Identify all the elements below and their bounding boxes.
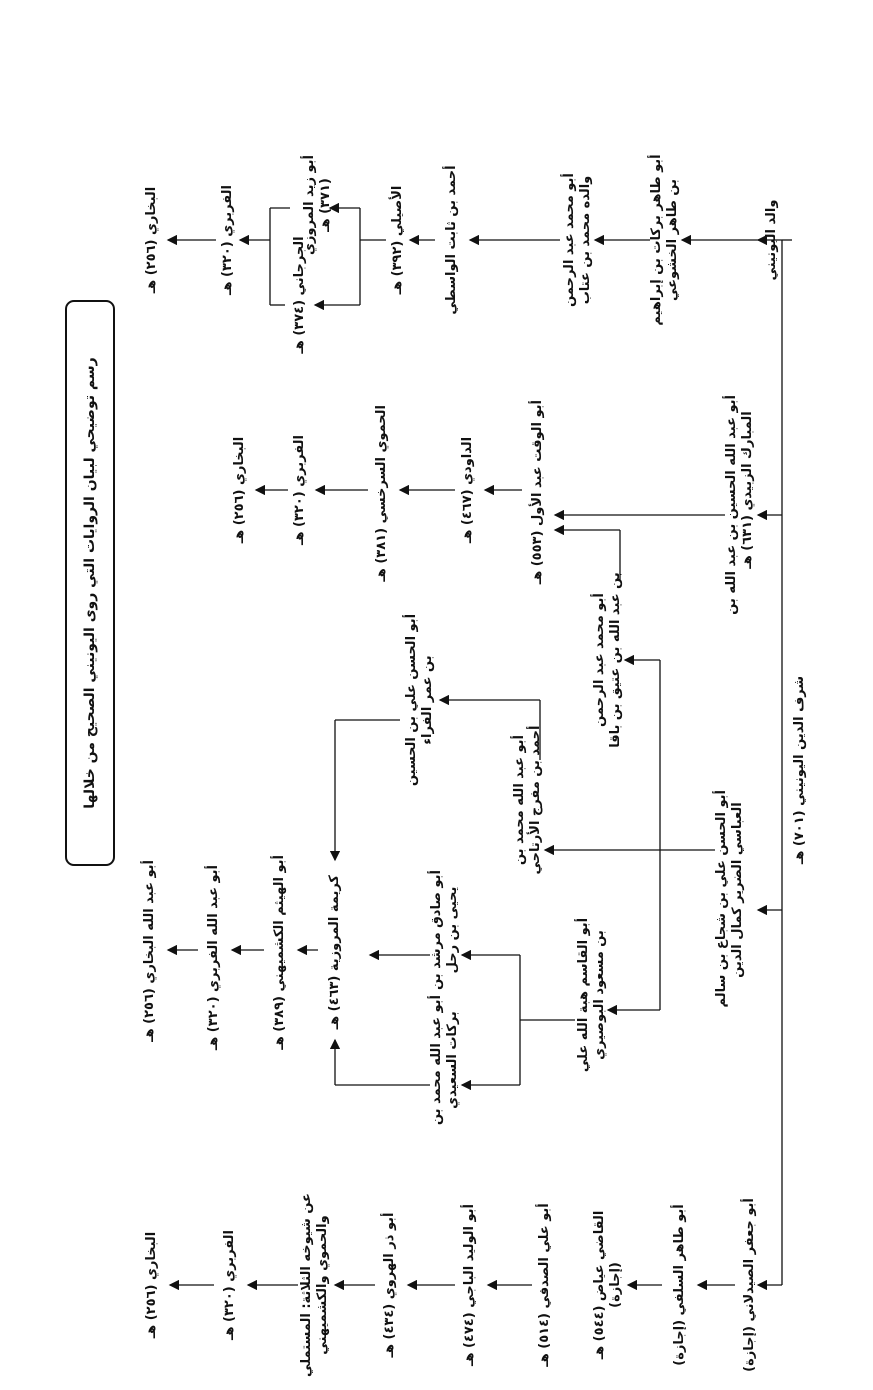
diagram-title: رسم توضيحي لبيان الروايات التي روى اليونيني الصحيح من خلالها bbox=[82, 357, 98, 809]
branch-2-node-4: الفربري (٣٢٠) هـ bbox=[292, 435, 307, 545]
branch-3-sub-3-next-1: أبو صادق مرشد بن يحيى بن رحل bbox=[429, 870, 460, 990]
branch-3-head: أبو الحسن علي بن شجاع بن سالم العباسي الضرير كمال الدين bbox=[714, 790, 745, 1008]
branch-4-node-1: أبو طاهر السلفي (إجازة) bbox=[672, 1204, 687, 1366]
branch-3-sub-2-next: أبو الحسن علي بن الحسين بن عمر الفراء bbox=[404, 613, 435, 787]
branch-3-node-1: كريمة المروزية (٤٦٣) هـ bbox=[327, 875, 342, 1030]
branch-2-head: أبو عبد الله الحسين بن عبد الله بن المبارك الزبيدي (٦٣١) هـ bbox=[724, 395, 755, 615]
branch-4-node-7: الفربري (٣٢٠) هـ bbox=[222, 1230, 237, 1340]
branch-1-node-3: أحمد بن ثابت الواسطي bbox=[444, 165, 459, 315]
branch-4-node-8: البخاري (٢٥٦) هـ bbox=[144, 1231, 159, 1339]
branch-2-node-1: أبو الوقت عبد الأول (٥٥٣) هـ bbox=[530, 400, 545, 585]
branch-4-node-6: عن شيوخه الثلاثة: المستملي والحموي والكشميهني bbox=[299, 1193, 330, 1377]
branch-4-node-2: القاضي عياض (٥٤٤) هـ (إجازة) bbox=[592, 1210, 623, 1360]
branch-1-parallel-2: الجرجاني (٣٧٤) هـ bbox=[292, 236, 307, 354]
branch-1-parallel-1: أبو زيد المروزي (٣٧١) هـ bbox=[302, 154, 333, 256]
branch-3-node-4: أبو عبد الله البخاري (٢٥٦) هـ bbox=[142, 860, 157, 1042]
branch-1-node-6: البخاري (٢٥٦) هـ bbox=[144, 186, 159, 294]
branch-4-node-5: أبو ذر الهروي (٤٣٤) هـ bbox=[382, 1212, 397, 1358]
branch-3-sub-2: أبو عبد الله محمد بن أحمد بن مفرج الأرتاحي bbox=[512, 725, 543, 875]
branch-3-node-2: أبو الهيثم الكشميهني (٣٨٩) هـ bbox=[272, 855, 287, 1050]
branch-3-sub-3: أبو القاسم هبة الله علي بن مسعود البوصيري bbox=[576, 917, 607, 1073]
branch-4-head: أبو جعفر الصيدلاني (إجازة) bbox=[742, 1198, 757, 1372]
root-node: شرف الدين اليونيني (٧٠١) هـ bbox=[792, 675, 807, 865]
branch-3-sub-1: أبو محمد عبد الرحمن بن عبد الله بن عتيق بن باقا bbox=[592, 572, 623, 748]
branch-2-node-5: البخاري (٢٥٦) هـ bbox=[232, 436, 247, 544]
branch-1-node-2: أبو محمد عبد الرحمن والده محمد بن عتاب bbox=[562, 173, 593, 307]
branch-1-node-5: الفربري (٣٢٠) هـ bbox=[220, 185, 235, 295]
branch-3-node-3: أبو عبد الله الفربري (٣٢٠) هـ bbox=[206, 865, 221, 1051]
branch-1-node-4: الأصيلي (٣٩٢) هـ bbox=[390, 185, 405, 295]
branch-2-node-3: الحموي السرخسي (٣٨١) هـ bbox=[374, 405, 389, 582]
branch-3-sub-3-next-2: أبو عبد الله محمد بن بركات السعيدي bbox=[429, 994, 460, 1126]
branch-1-node-1: أبو طاهر بركات بن إبراهيم بن طاهر الخشوعي bbox=[649, 154, 680, 326]
branch-2-node-2: الداودي (٤٦٧) هـ bbox=[460, 436, 475, 544]
branch-1-head: والد اليونيني bbox=[764, 199, 779, 281]
branch-4-node-4: أبو الوليد الباجي (٤٧٤) هـ bbox=[462, 1204, 477, 1366]
branch-4-node-3: أبو علي الصدفي (٥١٤) هـ bbox=[537, 1203, 552, 1367]
